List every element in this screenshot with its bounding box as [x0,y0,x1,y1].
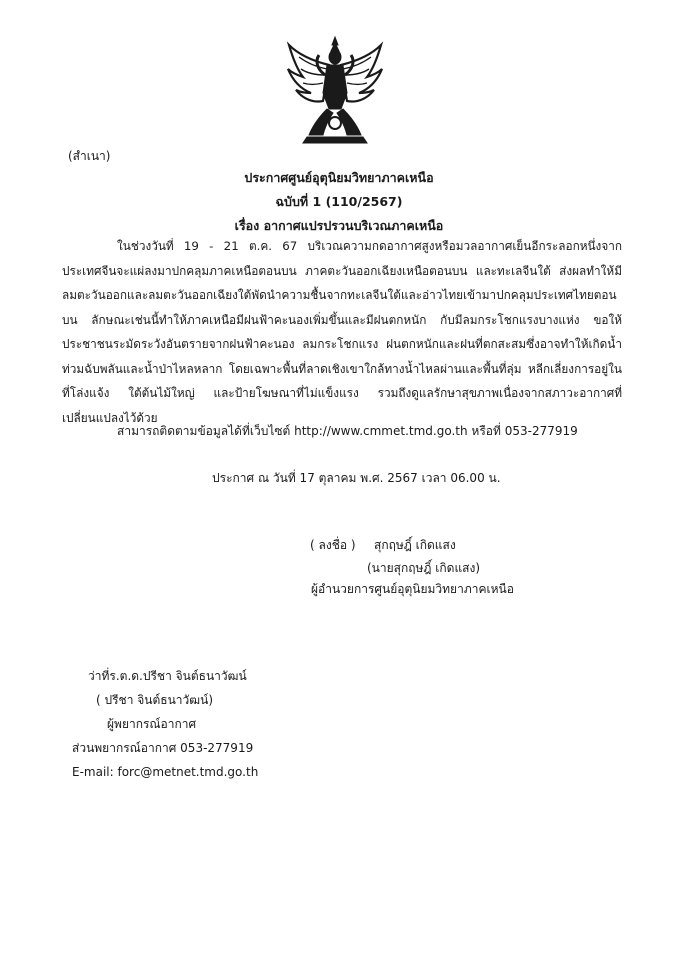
forecaster-role: ผู้พยากรณ์อากาศ [107,717,197,731]
forecaster-name-paren: ( ปรีชา จินต์ธนาวัฒน์) [96,693,214,707]
sign-label: ( ลงชื่อ ) [310,538,356,552]
signer-full-name: (นายสุกฤษฎิ์ เกิดแสง) [367,561,481,575]
announce-date: ประกาศ ณ วันที่ 17 ตุลาคม พ.ศ. 2567 เวลา 06.00 น. [212,471,501,485]
signer-short-name: สุกฤษฎิ์ เกิดแสง [374,538,456,552]
announcement-title: ประกาศศูนย์อุตุนิยมวิทยาภาคเหนือ [244,170,434,185]
contact-line: สามารถติดตามข้อมูลได้ที่เว็บไซต์ http://www.cmmet.tmd.go.th หรือที่ 053-277919 [117,424,578,438]
forecast-division-phone: ส่วนพยากรณ์อากาศ 053-277919 [72,741,254,755]
copy-mark: (สำเนา) [68,149,111,163]
announcement-subject: เรื่อง อากาศแปรปรวนบริเวณภาคเหนือ [234,218,444,233]
signer-position: ผู้อำนวยการศูนย์อุตุนิยมวิทยาภาคเหนือ [311,582,514,596]
garuda-emblem-icon [283,35,387,147]
forecast-email: E-mail: forc@metnet.tmd.go.th [72,765,259,779]
body-paragraph-text: ในช่วงวันที่ 19 - 21 ต.ค. 67 บริเวณความกดอากาศสูงหรือมวลอากาศเย็นอีกระลอกหนึ่งจากประเทศจีนจะแผ่ลงมาปกคลุมภาคเหนือตอนบน ภาคตะวันออกเฉียงเหนือตอนบน และทะเลจีนใต้ ส่งผลทำให้มีลมตะวันออกและลมตะวันออกเฉียงใต้พัดนำความชื้นจากทะเลจีนใต้และอ่าวไทยเข้ามาปกคลุมประเทศไทยตอนบน ลักษณะเช่นนี้ทำให้ภาคเหนือมีฝนฟ้าคะนองเพิ่มขึ้นและมีฝนตกหนัก กับมีลมกระโชกแรงบางแห่ง ขอให้ประชาชนระมัดระวังอันตรายจากฝนฟ้าคะนอง ลมกระโชกแรง ฝนตกหนักและฝนที่ตกสะสมซึ่งอาจทำให้เกิดน้ำท่วมฉับพลันและน้ำป่าไหลหลาก โดยเฉพาะพื้นที่ลาดเชิงเขาใกล้ทางน้ำไหลผ่านและพื้นที่ลุ่ม หลีกเลี่ยงการอยู่ในที่โล่งแจ้ง ใต้ต้นไม้ใหญ่ และป้ายโฆษณาที่ไม่แข็งแรง รวมถึงดูแลรักษาสุขภาพเนื่องจากสภาวะอากาศที่เปลี่ยนแปลงไว้ด้วย [62,239,622,425]
forecaster-name: ว่าที่ร.ต.ด.ปรีชา จินต์ธนาวัฒน์ [88,669,247,683]
announcement-issue: ฉบับที่ 1 (110/2567) [275,194,403,209]
body-paragraph [62,234,622,430]
